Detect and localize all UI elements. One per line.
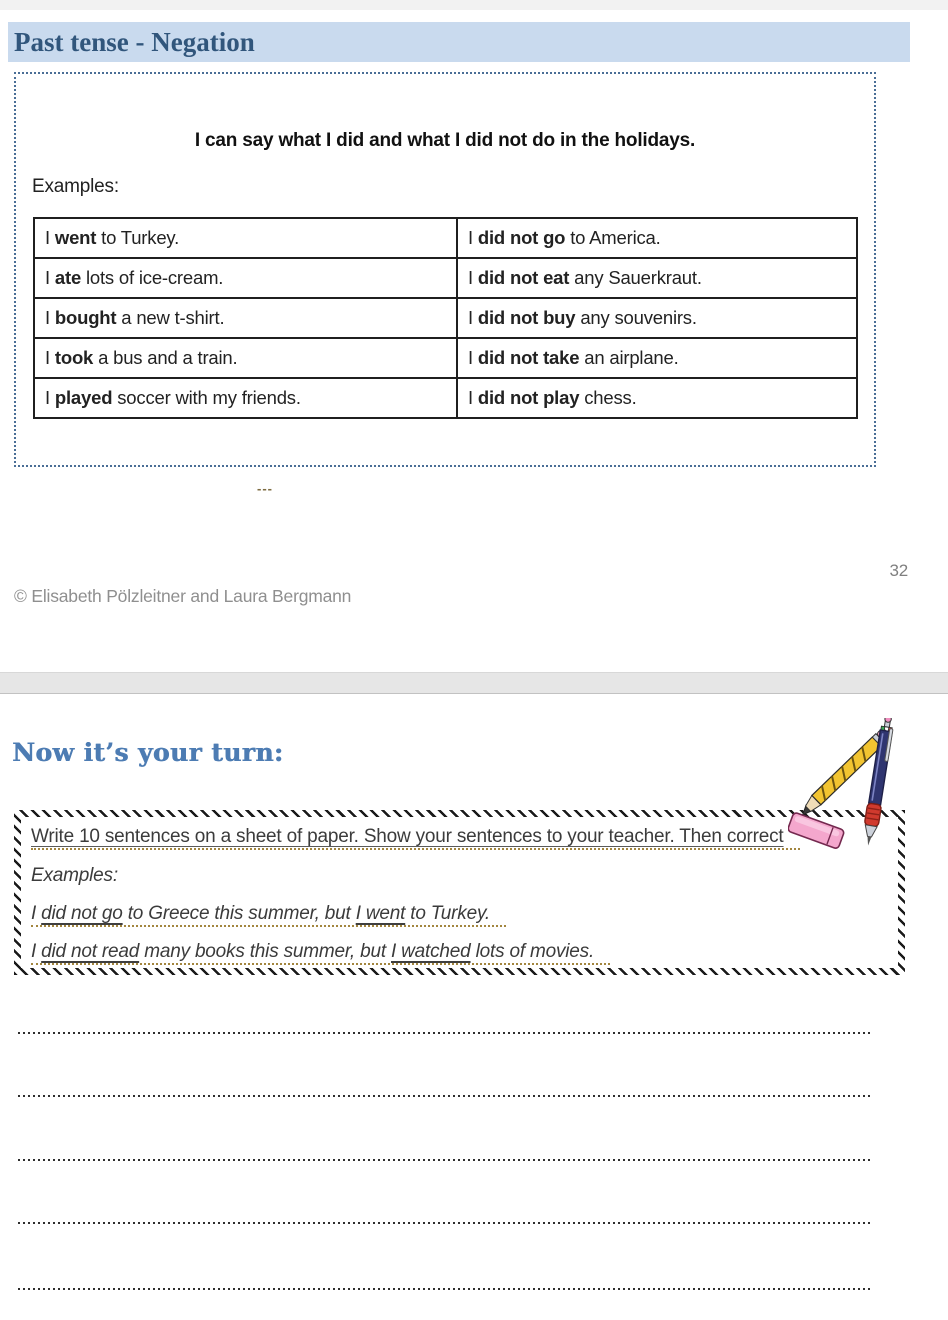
examples-table <box>33 217 858 419</box>
cell-text: I <box>45 307 55 328</box>
cell-text: I <box>468 227 478 248</box>
verb-bold: ate <box>54 267 82 288</box>
sentence-text: I <box>31 941 42 962</box>
eraser-icon <box>788 812 845 849</box>
verb-bold: did not go <box>477 227 566 248</box>
section-heading: Now it’s your turn: <box>12 738 284 767</box>
dotted-leader <box>31 826 800 850</box>
example-sentence <box>31 901 884 927</box>
filled-blank: I went <box>355 903 406 924</box>
writing-line <box>18 1031 870 1034</box>
negative-cell <box>457 298 857 338</box>
table-row <box>34 338 857 378</box>
examples-label: Examples: <box>32 176 119 197</box>
verb-bold: took <box>54 347 94 368</box>
page-title <box>8 22 910 62</box>
page-title-text: Past tense - Negation <box>14 26 255 57</box>
task-box <box>14 810 905 975</box>
cell-text: to Turkey. <box>96 227 180 248</box>
example-sentence <box>31 939 884 965</box>
affirmative-cell <box>34 218 457 258</box>
cell-text: lots of ice-cream. <box>81 267 224 288</box>
page-separator <box>0 672 948 694</box>
cell-text: I <box>468 267 478 288</box>
affirmative-cell <box>34 258 457 298</box>
cell-text: any souvenirs. <box>575 307 697 328</box>
sentence-text: many books this summer, but <box>139 941 391 962</box>
page-number: 32 <box>889 561 908 580</box>
negative-cell <box>457 378 857 418</box>
dotted-leader <box>31 903 506 927</box>
cell-text: an airplane. <box>579 347 679 368</box>
verb-bold: did not eat <box>477 267 570 288</box>
sentence-text: lots of movies. <box>470 941 595 962</box>
negative-cell <box>457 338 857 378</box>
affirmative-cell <box>34 338 457 378</box>
instruction-text: Write 10 sentences on a sheet of paper. Show your sentences to your teacher. Then correct <box>31 826 784 847</box>
ellipsis-dashes: --- <box>257 481 273 496</box>
task-instruction <box>31 824 884 850</box>
task-examples-label: Examples: <box>31 865 118 886</box>
top-strip <box>0 0 948 10</box>
cell-text: I <box>45 387 55 408</box>
verb-bold: did not play <box>477 387 580 408</box>
cell-text: I <box>468 347 478 368</box>
table-row <box>34 218 857 258</box>
cell-text: any Sauerkraut. <box>569 267 702 288</box>
negative-cell <box>457 258 857 298</box>
filled-blank: I watched <box>391 941 471 962</box>
cell-text: I <box>45 227 55 248</box>
cell-text: I <box>45 347 55 368</box>
table-row <box>34 298 857 338</box>
verb-bold: bought <box>54 307 117 328</box>
cell-text: I <box>468 307 478 328</box>
cell-text: I <box>468 387 478 408</box>
copyright-line: © Elisabeth Pölzleitner and Laura Bergmann <box>14 586 352 606</box>
filled-blank: did not read <box>41 941 140 962</box>
table-row <box>34 258 857 298</box>
cell-text: soccer with my friends. <box>112 387 301 408</box>
verb-bold: played <box>54 387 113 408</box>
sentence-text: I <box>31 903 42 924</box>
affirmative-cell <box>34 298 457 338</box>
cell-text: a new t-shirt. <box>116 307 225 328</box>
cell-text: to America. <box>565 227 661 248</box>
goal-statement: I can say what I did and what I did not do in the holidays. <box>194 130 696 151</box>
affirmative-cell <box>34 378 457 418</box>
stationery-illustration <box>788 718 918 863</box>
writing-line <box>18 1287 870 1290</box>
filled-blank: did not go <box>41 903 123 924</box>
writing-line <box>18 1221 870 1224</box>
cell-text: a bus and a train. <box>93 347 238 368</box>
cell-text: I <box>45 267 55 288</box>
dotted-leader <box>31 941 610 965</box>
sentence-text: to Greece this summer, but <box>122 903 356 924</box>
verb-bold: did not buy <box>477 307 576 328</box>
verb-bold: did not take <box>477 347 580 368</box>
writing-line <box>18 1158 870 1161</box>
verb-bold: went <box>54 227 97 248</box>
negative-cell <box>457 218 857 258</box>
task-box-inner <box>21 817 898 968</box>
writing-line <box>18 1094 870 1097</box>
sentence-text: to Turkey. <box>405 903 490 924</box>
table-row <box>34 378 857 418</box>
cell-text: chess. <box>579 387 637 408</box>
